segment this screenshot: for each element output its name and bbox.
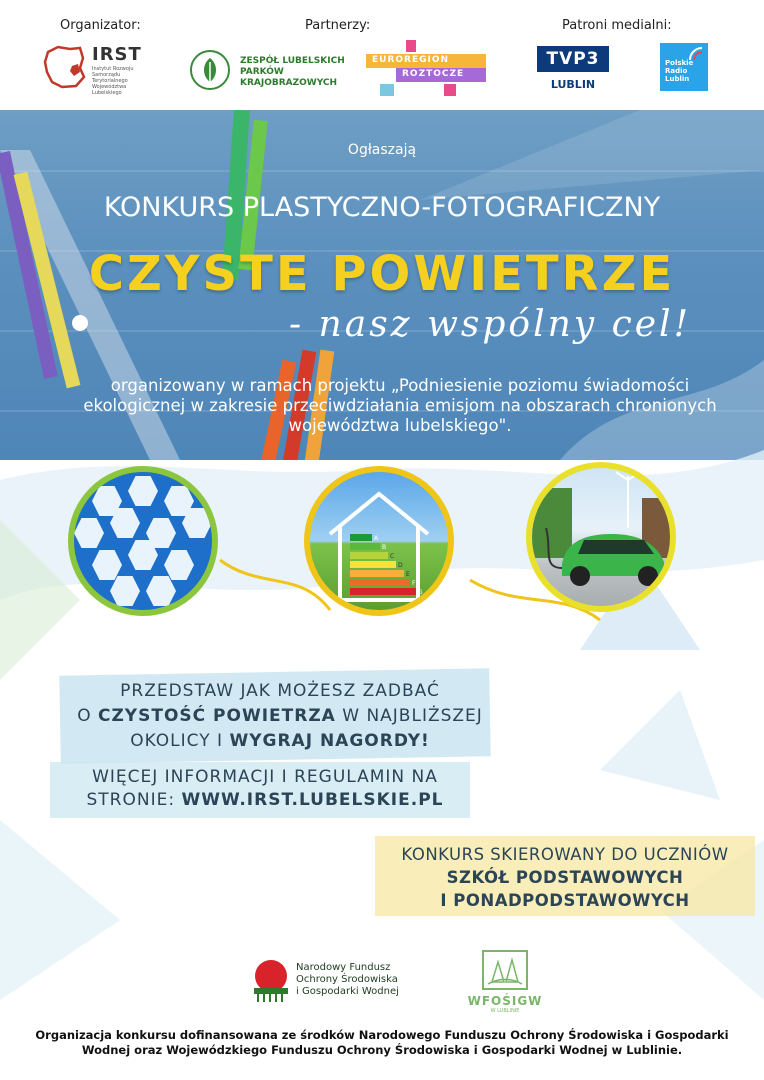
zpk-logo (190, 50, 230, 90)
irst-name: IRST (92, 44, 142, 65)
prl-text: Polskie Radio Lublin (665, 59, 694, 83)
cta-line3: OKOLICY I WYGRAJ NAGORDY! (130, 731, 430, 751)
tree-emblem-icon (484, 952, 526, 988)
electric-car-icon (532, 468, 670, 606)
polskie-radio-lublin-logo (660, 43, 708, 91)
wfosigw-subtitle: W LUBLINIE (490, 1008, 520, 1014)
target-line3: I PONADPODSTAWOWYCH (440, 891, 690, 910)
energy-label-a: A (374, 535, 379, 542)
energy-label-c: C (390, 553, 395, 560)
partners-label: Partnerzy: (305, 18, 371, 33)
energy-label-b: B (382, 544, 387, 551)
house-energy-circle (304, 466, 454, 616)
energy-label-e: E (406, 571, 410, 578)
nfos-logo (250, 958, 292, 1004)
nfos-name: Narodowy Fundusz Ochrony Środowiska i Gospodarki Wodnej (296, 962, 399, 997)
target-audience (370, 843, 760, 912)
project-description: organizowany w ramach projektu „Podniesienie poziomu świadomości ekologicznej w zakresie przeciwdziałania emisjom na obszarach chronionych województwa lubelskiego". (83, 376, 717, 435)
cta-line2: O CZYSTOŚĆ POWIETRZA W NAJBLIŻSZEJ (77, 706, 483, 726)
euroregion-logo (366, 40, 486, 96)
funding-note: Organizacja konkursu dofinansowana ze środków Narodowego Funduszu Ochrony Środowiska i Gospodarki Wodnej oraz Wojewódzkiego Funduszu Ochrony Środowiska i Gospodarki Wodnej w Lublinie. (35, 1028, 729, 1057)
more-info (50, 766, 480, 812)
leaf-emblem-icon (192, 52, 228, 88)
contest-subtitle: - nasz wspólny cel! (288, 304, 692, 345)
eco-icons-circle (68, 466, 218, 616)
website-link[interactable]: WWW.IRST.LUBELSKIE.PL (181, 790, 444, 810)
energy-label-d: D (398, 562, 403, 569)
poland-map-icon (42, 44, 86, 90)
irst-subtitle: Instytut Rozwoju Samorządu Terytorialnego Województwa Lubelskiego (92, 66, 134, 96)
media-patrons-label: Patroni medialni: (562, 18, 672, 33)
target-line2: SZKÓŁ PODSTAWOWYCH (446, 868, 684, 887)
house-energy-icon (310, 472, 448, 610)
tvp3-city: LUBLIN (550, 78, 596, 91)
euroregion-line1: EUROREGION (372, 55, 450, 65)
electric-car-circle (526, 462, 676, 612)
info-line2: STRONIE: WWW.IRST.LUBELSKIE.PL (86, 790, 444, 810)
target-line1: KONKURS SKIEROWANY DO UCZNIÓW (401, 845, 729, 864)
tvp3-logo: TVP3 (537, 46, 609, 72)
zpk-name: ZESPÓŁ LUBELSKICH PARKÓW KRAJOBRAZOWYCH (240, 56, 345, 88)
contest-title: CZYSTE POWIETRZE (88, 246, 676, 302)
euroregion-line2: ROZTOCZE (402, 69, 465, 79)
radio-icon (688, 46, 704, 62)
info-line1: WIĘCEJ INFORMACJI I REGULAMIN NA (92, 767, 438, 787)
irst-logo (42, 42, 154, 94)
cta-line1: PRZEDSTAW JAK MOŻESZ ZADBAĆ (120, 681, 440, 701)
contest-call-to-action (50, 679, 510, 754)
organizer-label: Organizator: (60, 18, 141, 33)
wfosigw-name: WFOŚIGW (467, 994, 543, 1008)
contest-type-heading: KONKURS PLASTYCZNO-FOTOGRAFICZNY (103, 192, 661, 223)
announce-text: Ogłaszają (347, 142, 417, 158)
wfosigw-logo (482, 950, 528, 990)
energy-label-f: F (412, 580, 416, 587)
energy-label-g: G (418, 589, 423, 596)
